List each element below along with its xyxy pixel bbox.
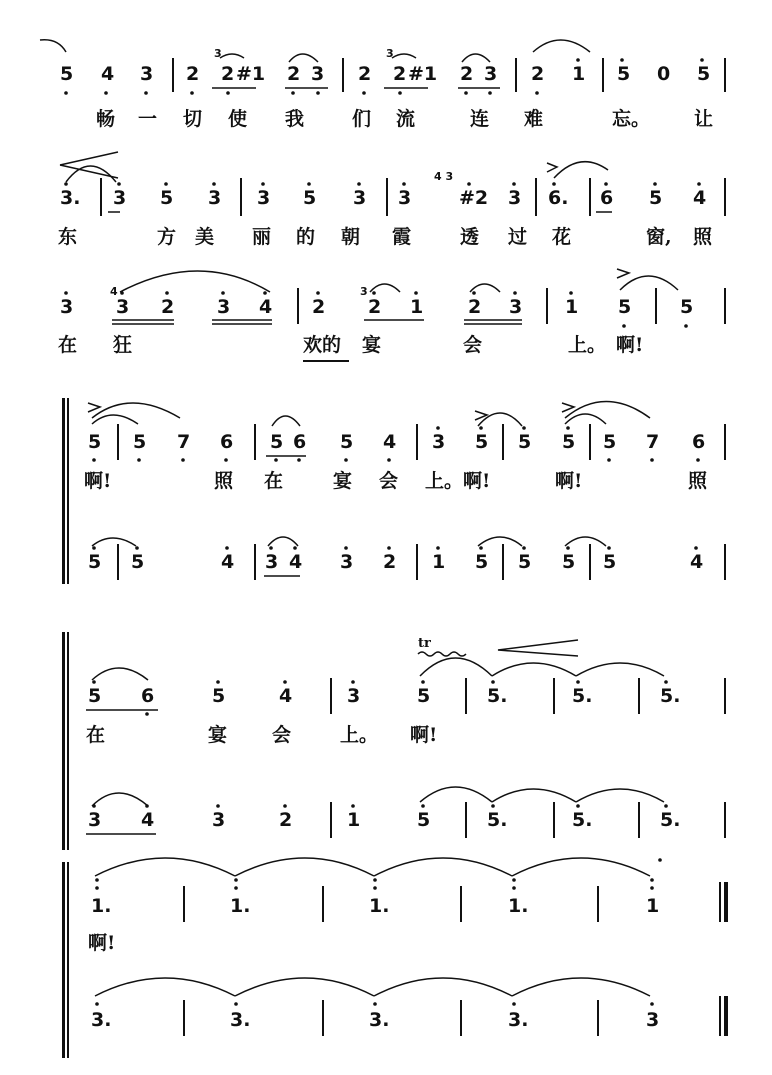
note: #2: [459, 187, 489, 209]
note: 3: [217, 296, 231, 318]
slur: [235, 858, 374, 876]
note: 2: [383, 551, 397, 573]
lyric: 霞: [392, 226, 412, 248]
note: 2: [312, 296, 326, 318]
lyric: 东: [58, 226, 78, 248]
note: 6: [600, 187, 614, 209]
note: 1: [432, 551, 446, 573]
note: 3: [484, 63, 498, 85]
lyric: 啊!: [555, 470, 583, 492]
note: 5: [475, 551, 489, 573]
note: 5: [212, 685, 226, 707]
note: 6.: [548, 187, 569, 209]
note: 5: [475, 431, 489, 453]
lyric: 狂: [113, 334, 133, 356]
note: 3: [88, 809, 102, 831]
note: 3.: [91, 1009, 112, 1031]
note: 3.: [369, 1009, 390, 1031]
note: 5: [518, 551, 532, 573]
slur: [533, 40, 590, 52]
note: 2: [393, 63, 407, 85]
slur: [470, 284, 500, 292]
lyric: 我: [285, 108, 305, 130]
note: 3: [113, 187, 127, 209]
lyric: 宴: [208, 724, 228, 746]
note: 2: [368, 296, 382, 318]
note: 5: [340, 431, 354, 453]
note: 5.: [572, 685, 593, 707]
note: 5.: [487, 809, 508, 831]
lyric: 使: [228, 108, 248, 130]
note: 3: [340, 551, 354, 573]
grace-note: 4: [110, 285, 118, 298]
note: 5: [303, 187, 317, 209]
lyric: 切: [183, 108, 203, 130]
note: 6: [293, 431, 307, 453]
slur: [374, 978, 512, 996]
slur: [554, 162, 608, 178]
slur: [289, 54, 318, 62]
lyric: 啊!: [616, 334, 644, 356]
slur: [220, 54, 244, 58]
lyric: 连: [470, 108, 490, 130]
note: 4: [141, 809, 155, 831]
note: 3: [347, 685, 361, 707]
octave-dots: [64, 58, 707, 1006]
note: #1: [408, 63, 438, 85]
note: 4: [101, 63, 115, 85]
note: 4: [383, 431, 397, 453]
note: 3: [60, 296, 74, 318]
lyric: 透: [460, 226, 480, 248]
note: 3: [353, 187, 367, 209]
slur: [492, 663, 576, 676]
lyric: 啊!: [410, 724, 438, 746]
note: 6: [220, 431, 234, 453]
lyric: 照: [688, 470, 708, 492]
slur: [478, 537, 522, 546]
lyric: 在: [264, 470, 284, 492]
slur: [565, 414, 606, 424]
note: #1: [236, 63, 266, 85]
note: 2: [279, 809, 293, 831]
note: 5: [131, 551, 145, 573]
note: 2: [221, 63, 235, 85]
slur: [420, 787, 492, 802]
note: 6: [692, 431, 706, 453]
note: 1: [646, 895, 660, 917]
lyric: 会: [463, 334, 483, 356]
lyric: 朝: [341, 226, 361, 248]
note: 5: [649, 187, 663, 209]
note: 5: [618, 296, 632, 318]
lyric: 一: [138, 108, 158, 130]
lyric: 方: [157, 226, 177, 248]
lyric: 会: [272, 724, 292, 746]
note: 1: [347, 809, 361, 831]
note: 1: [565, 296, 579, 318]
beams: [86, 88, 612, 834]
lyric: 上。: [340, 724, 379, 746]
trill-wave: [418, 652, 466, 656]
note: 5: [60, 63, 74, 85]
note: 3: [432, 431, 446, 453]
decrescendo: [498, 640, 578, 656]
note: 5: [562, 551, 576, 573]
note: 5: [603, 431, 617, 453]
grace-note: 4 3: [434, 170, 454, 183]
note: 3.: [508, 1009, 529, 1031]
slur: [370, 284, 400, 292]
note: 3: [509, 296, 523, 318]
note: 5.: [487, 685, 508, 707]
note: 3: [257, 187, 271, 209]
note: 5: [133, 431, 147, 453]
note: 5: [518, 431, 532, 453]
note: 3.: [230, 1009, 251, 1031]
note: 2: [358, 63, 372, 85]
note: 2: [287, 63, 301, 85]
note: 5: [562, 431, 576, 453]
crescendo: [60, 152, 118, 165]
lyric: 花: [552, 226, 572, 248]
note: 0: [657, 63, 671, 85]
slur: [620, 276, 678, 290]
note: 1.: [230, 895, 251, 917]
slur: [565, 537, 606, 546]
lyric: 忘。: [612, 108, 651, 130]
lyric: 过: [508, 226, 528, 248]
note: 5: [160, 187, 174, 209]
note: 4: [289, 551, 303, 573]
slur: [40, 40, 66, 52]
note: 1.: [91, 895, 112, 917]
lyric: 丽: [252, 226, 272, 248]
lyric: 们: [352, 108, 372, 130]
lyric: 的: [296, 226, 316, 248]
lyric: 流: [396, 108, 416, 130]
note: 3: [212, 809, 226, 831]
note: 3.: [60, 187, 81, 209]
slur: [95, 858, 235, 876]
note: 2: [186, 63, 200, 85]
lyric: 照: [693, 226, 713, 248]
note: 5: [417, 809, 431, 831]
note: 5: [88, 551, 102, 573]
slur: [235, 978, 374, 996]
slur: [462, 54, 490, 62]
slur: [374, 858, 512, 876]
note: 5: [417, 685, 431, 707]
note: 5: [680, 296, 694, 318]
note: 5.: [660, 809, 681, 831]
lyric: 会: [379, 470, 399, 492]
note: 3: [508, 187, 522, 209]
note: 5: [697, 63, 711, 85]
note: 4: [279, 685, 293, 707]
lyric: 宴: [333, 470, 353, 492]
lyric: 欢的: [303, 334, 342, 356]
lyric: 窗,: [646, 226, 672, 248]
note: 3: [208, 187, 222, 209]
note: 1.: [369, 895, 390, 917]
note: 2: [468, 296, 482, 318]
note: 2: [531, 63, 545, 85]
note: 1: [572, 63, 586, 85]
lyric: 啊!: [88, 932, 116, 954]
note: 3: [398, 187, 412, 209]
lyric: 啊!: [84, 470, 112, 492]
slur: [420, 658, 492, 676]
lyric: 畅: [96, 108, 116, 130]
slur: [576, 789, 664, 802]
note: 3: [311, 63, 325, 85]
lyric: 美: [195, 226, 215, 248]
grace-note: 3: [386, 47, 394, 60]
slur: [92, 668, 148, 680]
lyric: 照: [214, 470, 234, 492]
slur: [268, 537, 298, 546]
note: 3: [140, 63, 154, 85]
slur: [92, 793, 148, 806]
lyric: 在: [86, 724, 106, 746]
grace-note: 3: [214, 47, 222, 60]
slur: [492, 789, 576, 802]
slur: [95, 978, 235, 996]
lyric: 宴: [362, 334, 382, 356]
slur: [272, 416, 300, 426]
note: 5: [88, 685, 102, 707]
note: 3: [646, 1009, 660, 1031]
note: 3: [265, 551, 279, 573]
note: 5: [617, 63, 631, 85]
accent: [617, 269, 629, 278]
note: 5: [88, 431, 102, 453]
lyric: 在: [58, 334, 78, 356]
lyric: 让: [694, 108, 714, 130]
crescendo: [60, 165, 118, 178]
slur: [392, 54, 416, 58]
lyric: 难: [524, 108, 544, 130]
lyric: 上。: [568, 334, 607, 356]
note: 5.: [572, 809, 593, 831]
accent: [562, 403, 574, 412]
note: 2: [460, 63, 474, 85]
slur: [92, 415, 138, 424]
note: 4: [221, 551, 235, 573]
note: 5: [270, 431, 284, 453]
trill-mark: tr: [418, 636, 431, 651]
note: 1: [410, 296, 424, 318]
note: 7: [646, 431, 660, 453]
accent: [547, 163, 557, 172]
note: 1.: [508, 895, 529, 917]
slur: [512, 858, 650, 876]
note: 5: [603, 551, 617, 573]
slur: [512, 978, 650, 996]
slur: [92, 538, 136, 546]
slur: [576, 663, 664, 676]
note: 4: [690, 551, 704, 573]
note: 3: [116, 296, 130, 318]
note: 7: [177, 431, 191, 453]
note: 6: [141, 685, 155, 707]
grace-note: 3: [360, 285, 368, 298]
note: 4: [259, 296, 273, 318]
note: 5.: [660, 685, 681, 707]
note: 2: [161, 296, 175, 318]
slur: [120, 271, 270, 292]
note: 4: [693, 187, 707, 209]
accent: [88, 403, 100, 412]
lyric: 上。啊!: [425, 470, 491, 492]
